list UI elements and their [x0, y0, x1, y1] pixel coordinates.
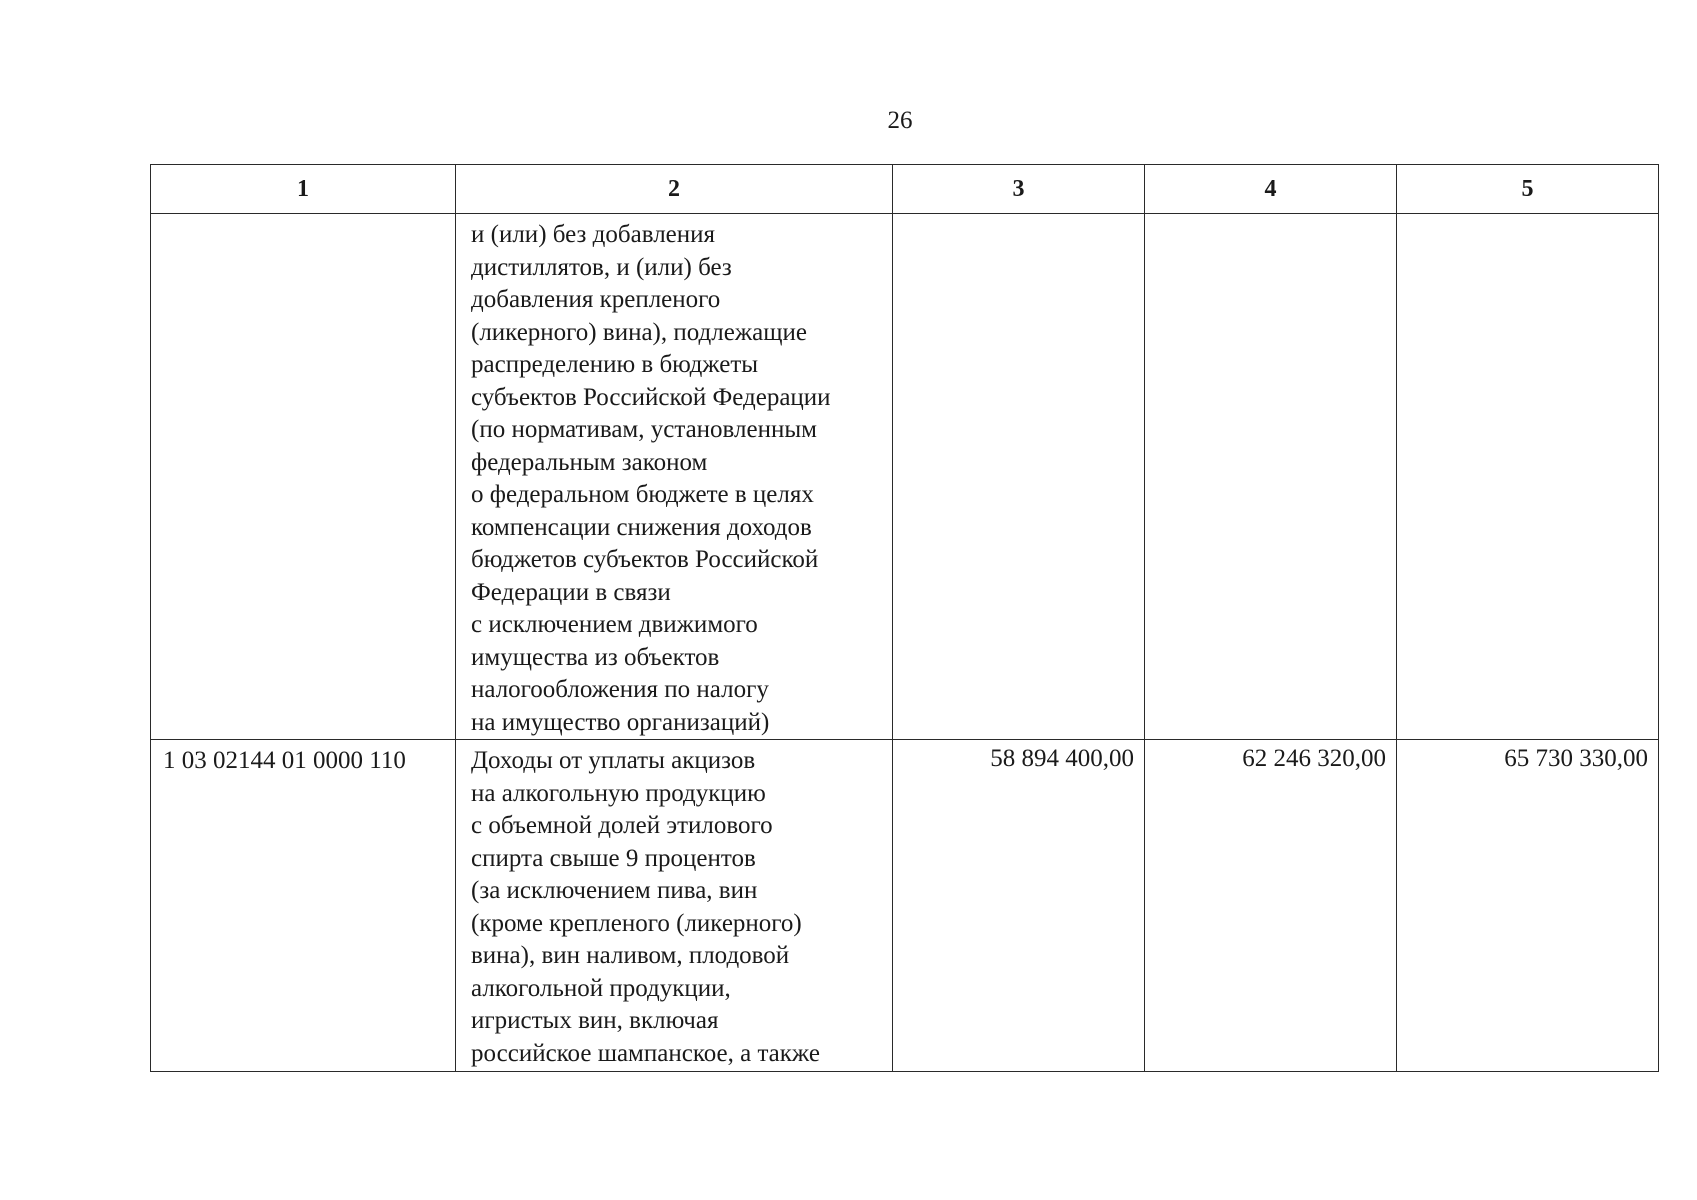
amount-col5-cell — [1397, 214, 1659, 740]
description-line: с объемной долей этилового — [471, 812, 773, 839]
column-header-4: 4 — [1145, 165, 1397, 214]
description-line: спирта свыше 9 процентов — [471, 844, 756, 872]
description-line: с исключением движимого — [471, 611, 758, 638]
page-number: 26 — [887, 107, 913, 134]
amount-col3-cell — [893, 214, 1145, 740]
description-line: бюджетов субъектов Российской — [471, 546, 819, 573]
description-line: алкогольной продукции, — [471, 974, 731, 1002]
description-line: российское шампанское, а также — [471, 1039, 820, 1067]
description-cell — [456, 740, 893, 1072]
description-line: о федеральном бюджете в целях — [471, 481, 814, 508]
description-line: распределению в бюджеты — [471, 351, 759, 378]
description-line: (за исключением пива, вин — [471, 877, 758, 904]
description-line: на алкогольную продукцию — [471, 779, 766, 807]
revenue-table — [150, 164, 1659, 1072]
budget-code-cell: 1 03 02144 01 0000 110 — [151, 740, 456, 1072]
table-row — [151, 740, 1659, 1072]
description-line: и (или) без добавления — [471, 221, 716, 248]
description-line: добавления крепленого — [471, 286, 721, 313]
column-header-2: 2 — [456, 165, 893, 214]
description-line: игристых вин, включая — [471, 1007, 719, 1034]
description-line: (по нормативам, установленным — [471, 416, 817, 443]
description-line: дистиллятов, и (или) без — [471, 253, 732, 281]
table-header-row — [151, 165, 1659, 214]
amount-col4-cell: 62 246 320,00 — [1145, 740, 1397, 1072]
description-cell — [456, 214, 893, 740]
amount-col5-cell: 65 730 330,00 — [1397, 740, 1659, 1072]
description-line: налогообложения по налогу — [471, 676, 769, 703]
description-line: (кроме крепленого (ликерного) — [471, 909, 802, 937]
description-line: субъектов Российской Федерации — [471, 383, 831, 411]
amount-col3-cell: 58 894 400,00 — [893, 740, 1145, 1072]
table-row — [151, 214, 1659, 740]
column-header-3: 3 — [893, 165, 1145, 214]
description-line: вина), вин наливом, плодовой — [471, 942, 790, 969]
description-line: на имущество организаций) — [471, 708, 770, 736]
description-line: Доходы от уплаты акцизов — [471, 747, 756, 774]
description-line: Федерации в связи — [471, 578, 671, 606]
description-line: (ликерного) вина), подлежащие — [471, 318, 807, 346]
column-header-5: 5 — [1397, 165, 1659, 214]
description-line: федеральным законом — [471, 448, 708, 476]
amount-col4-cell — [1145, 214, 1397, 740]
description-line: компенсации снижения доходов — [471, 513, 812, 541]
budget-code-cell — [151, 214, 456, 740]
column-header-1: 1 — [151, 165, 456, 214]
description-line: имущества из объектов — [471, 643, 720, 671]
